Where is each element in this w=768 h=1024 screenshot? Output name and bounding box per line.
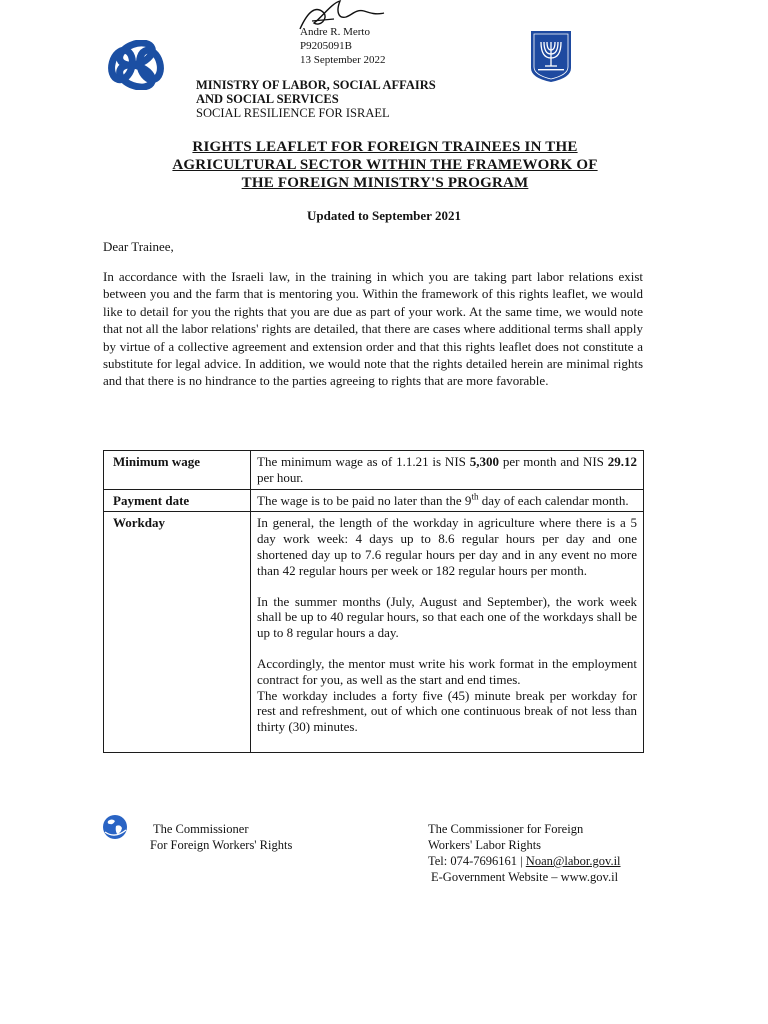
title-line-2: AGRICULTURAL SECTOR WITHIN THE FRAMEWORK OF <box>172 157 598 173</box>
ministry-line-3: SOCIAL RESILIENCE FOR ISRAEL <box>196 106 390 120</box>
greeting: Dear Trainee, <box>103 239 174 254</box>
table-row <box>104 512 644 753</box>
payment-date-label: Payment date <box>104 489 251 512</box>
menorah-emblem-icon <box>528 28 574 89</box>
website-text: E-Government Website – www.gov.il <box>431 870 619 884</box>
footer-right-line-2: Workers' Labor Rights <box>428 838 542 852</box>
rights-table <box>103 450 644 753</box>
signature-scribble-icon <box>294 0 389 35</box>
workday-paragraph-2: In the summer months (July, August and September), the work week shall be up to 40 regular hours, so that each one of the workdays shall be up to 8 regular hours a day. <box>257 593 637 641</box>
min-wage-value: The minimum wage as of 1.1.21 is NIS 5,300 per month and NIS 29.12 per hour. <box>251 451 644 490</box>
footer-left-line-1: The Commissioner <box>153 822 249 836</box>
globe-icon <box>100 812 130 847</box>
table-row <box>104 451 644 490</box>
footer-left <box>150 821 292 853</box>
signature-block <box>296 5 386 67</box>
payment-date-value: The wage is to be paid no later than the 9th day of each calendar month. <box>251 489 644 512</box>
min-wage-label: Minimum wage <box>104 451 251 490</box>
footer-contact <box>428 853 621 869</box>
footer-left-line-2: For Foreign Workers' Rights <box>150 838 293 852</box>
workday-label: Workday <box>104 512 251 753</box>
ministry-line-1: MINISTRY OF LABOR, SOCIAL AFFAIRS <box>196 78 436 92</box>
sign-date: 13 September 2022 <box>300 54 386 66</box>
footer-right-line-1: The Commissioner for Foreign <box>428 822 584 836</box>
updated-date: Updated to September 2021 <box>307 208 461 223</box>
ministry-name <box>196 78 436 120</box>
workday-paragraph-3: Accordingly, the mentor must write his work format in the employment contract for you, as well as the start and end times. <box>257 655 637 687</box>
workday-paragraph-4: The workday includes a forty five (45) minute break per workday for rest and refreshment, out of which one continuous break of not less than thirty (30) minutes. <box>257 687 637 735</box>
ministry-logo-icon <box>106 40 166 95</box>
signatory-name: Andre R. Merto <box>300 26 370 38</box>
ministry-line-2: AND SOCIAL SERVICES <box>196 92 339 106</box>
table-row <box>104 489 644 512</box>
intro-paragraph: In accordance with the Israeli law, in the training in which you are taking part labor relations exist between you and the farm that is mentoring you. Within the framework of this rights leaflet, we would like to detail for you the rights that you are due as part of your work. At the same time, we would note that not all the labor relations' rights are detailed, that there are cases where additional terms shall apply by virtue of a collective agreement and extension order and that this rights leaflet does not constitute a substitute for legal advice. In addition, we would note that the rights detailed herein are minimal rights and that there is no hindrance to the parties agreeing to rights that are more favorable. <box>103 269 643 389</box>
signatory-id: P9205091B <box>300 40 352 52</box>
workday-paragraph-1: In general, the length of the workday in agriculture where there is a 5 day work week: 4 days up to 8.6 regular hours per day and one shortened day up to 7.6 regular hours per day and in any event no more than 42 regular hours per week or 182 regular hours per month. <box>257 515 637 578</box>
title-line-3: THE FOREIGN MINISTRY'S PROGRAM <box>241 175 529 191</box>
tel-text: Tel: 074-7696161 | <box>428 854 526 868</box>
document-title <box>100 138 670 192</box>
footer-right <box>428 821 621 885</box>
email-link[interactable]: Noan@labor.gov.il <box>525 854 621 868</box>
workday-value <box>251 512 644 753</box>
title-line-1: RIGHTS LEAFLET FOR FOREIGN TRAINEES IN THE <box>192 139 578 155</box>
